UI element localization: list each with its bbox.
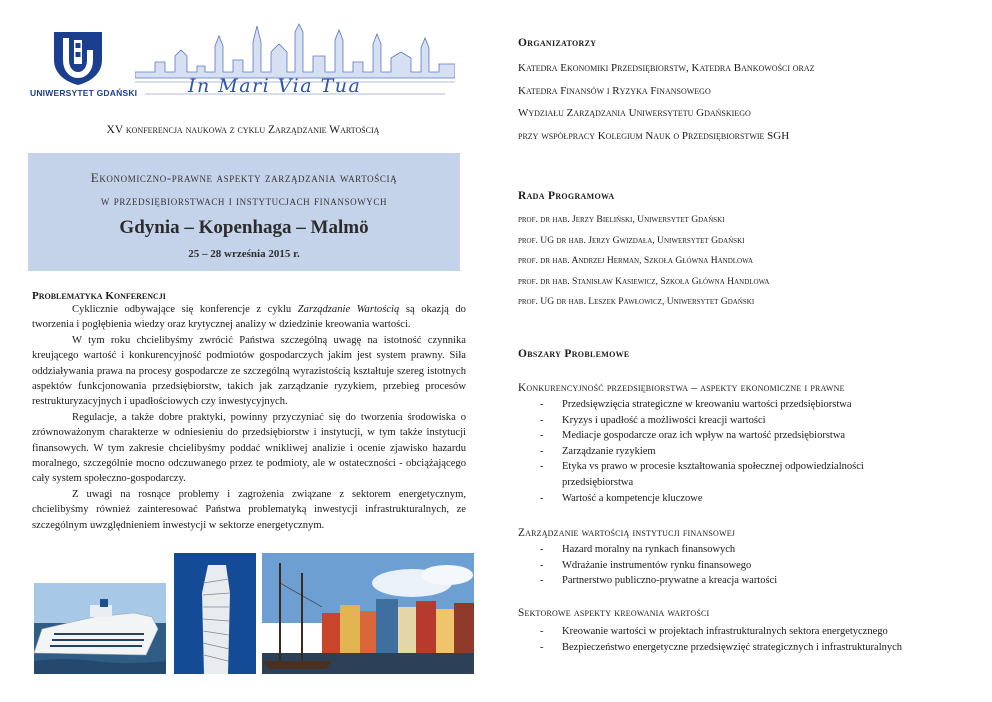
topic-item: - Kreowanie wartości w projektach infrastrukturalnych sektora energetycznego [540,626,888,637]
rada-programowa-heading: Rada Programowa [518,190,615,202]
university-logo-caption: UNIWERSYTET GDAŃSKI [30,88,138,98]
topic-item: - Zarządzanie ryzykiem [540,445,656,457]
organizer-line: Katedra Ekonomiki Przedsiębiorstw, Katedra Bankowości oraz [518,62,815,74]
committee-member: prof. UG dr hab. Jerzy Gwizdała, Uniwersytet Gdański [518,234,745,246]
topic-list [540,397,960,506]
committee-member: prof. dr hab. Andrzej Herman, Szkoła Główna Handlowa [518,255,754,267]
topic-item: - Hazard moralny na rynkach finansowych [540,544,736,555]
topic-item: - Kryzys i upadłość a możliwości kreacji wartości [540,414,766,426]
turning-torso-tower-photo [174,553,256,674]
topic-list [540,542,960,589]
problematyka-paragraph: Cyklicznie odbywające się konferencje z cyklu Zarządzanie Wartością są okazją do tworzenia i pogłębienia wiedzy oraz krytycznej analizy w dziedzinie kreowania wartości. [32,304,466,331]
problematyka-paragraph: Z uwagi na rosnące problemy i zagrożenia związane z sektorem energetycznym, chcielibyśmy również zainteresować Państwa problematyką inwestycji infrastrukturalnych, ze szczególnym uwzględnieniem inwestycji w sektorze energetycznym. [32,488,466,531]
university-logo [52,30,104,86]
conference-theme-line2: w przedsiębiorstwach i instytucjach finansowych [100,194,388,208]
topic-item: - Mediacje gospodarcze oraz ich wpływ na wartość przedsiębiorstwa [540,430,846,442]
organizer-line: Wydziału Zarządzania Uniwersytetu Gdańskiego [518,107,751,120]
motto: In Mari Via Tua [188,75,362,97]
conference-series-title: XV konferencja naukowa z cyklu Zarządzanie Wartością [106,124,380,136]
problematyka-body [32,302,466,533]
topic-item: - Etyka vs prawo w procesie kształtowania społecznej odpowiedzialności przedsiębiorstwa [540,461,864,488]
organizer-line: przy współpracy Kolegium Nauk o Przedsiębiorstwie SGH [518,129,790,142]
ferry-ship-photo [34,583,166,674]
committee-member: prof. UG dr hab. Leszek Pawłowicz, Uniwersytet Gdański [518,296,755,308]
committee-member: prof. dr hab. Stanisław Kasiewicz, Szkoła Główna Handlowa [518,275,770,287]
topic-item: - Wartość a kompetencje kluczowe [540,492,703,504]
conference-theme-line1: Ekonomiczno-prawne aspekty zarządzania wartością [90,170,398,185]
obszary-problemowe-heading: Obszary Problemowe [518,348,630,360]
organizatorzy-heading: Organizatorzy [518,37,597,49]
organizer-line: Katedra Finansów i Ryzyka Finansowego [518,84,711,97]
problematyka-heading: Problematyka Konferencji [32,290,166,302]
topic-list [540,624,960,655]
conference-banner [28,153,460,271]
topic-section-title: Zarządzanie wartością instytucji finansowej [518,527,736,539]
topic-section-title: Sektorowe aspekty kreowania wartości [518,607,710,619]
rada-programowa-list [518,210,769,313]
topic-item: - Partnerstwo publiczno-prywatne a kreacja wartości [540,575,778,587]
topic-section-title: Konkurencyjność przedsiębiorstwa – aspekty ekonomiczne i prawne [518,382,845,394]
problematyka-paragraph: Regulacje, a także dobre praktyki, powinny przyczyniać się do tworzenia środowiska o zrównoważonym charakterze w odniesieniu do przedsiębiorstw i instytucji, w tym także instytucji finansowych. W tym zakresie chcielibyśmy poddać wnikliwej analizie i ocenie zjawisko hazardu moralnego, szczególnie mocno odczuwanego przez te podmioty, ale w ostateczności - obciążającego cały system społeczno-gospodarczy. [32,411,466,485]
nyhavn-harbor-photo [262,553,474,674]
topic-item: - Wdrażanie instrumentów rynku finansowego [540,559,752,571]
problematyka-paragraph: W tym roku chcielibyśmy zwrócić Państwa szczególną uwagę na istotność czynnika kreującego wartość i konkurencyjność podmiotów gospodarczych jakim jest system prawny. Siła oddziaływania prawa na procesy gospodarcze ze szczególną wyrazistością kształtuje szereg istotnych aspektów funkcjonowania przedsiębiorstw, takich jak zarządzanie ryzykiem, przebieg procesów restrukturyzacyjnych i upadłościowych czy inwestycyjnych. [32,334,466,408]
organizatorzy-list [518,57,815,147]
conference-route: Gdynia – Kopenhaga – Malmö [119,217,369,238]
committee-member: prof. dr hab. Jerzy Bieliński, Uniwersytet Gdański [518,214,725,225]
topic-item: - Przedsięwzięcia strategiczne w kreowaniu wartości przedsiębiorstwa [540,399,852,410]
topic-item: - Bezpieczeństwo energetyczne przedsięwzięć strategicznych i infrastrukturalnych [540,641,903,653]
conference-dates: 25 – 28 września 2015 r. [188,248,300,260]
